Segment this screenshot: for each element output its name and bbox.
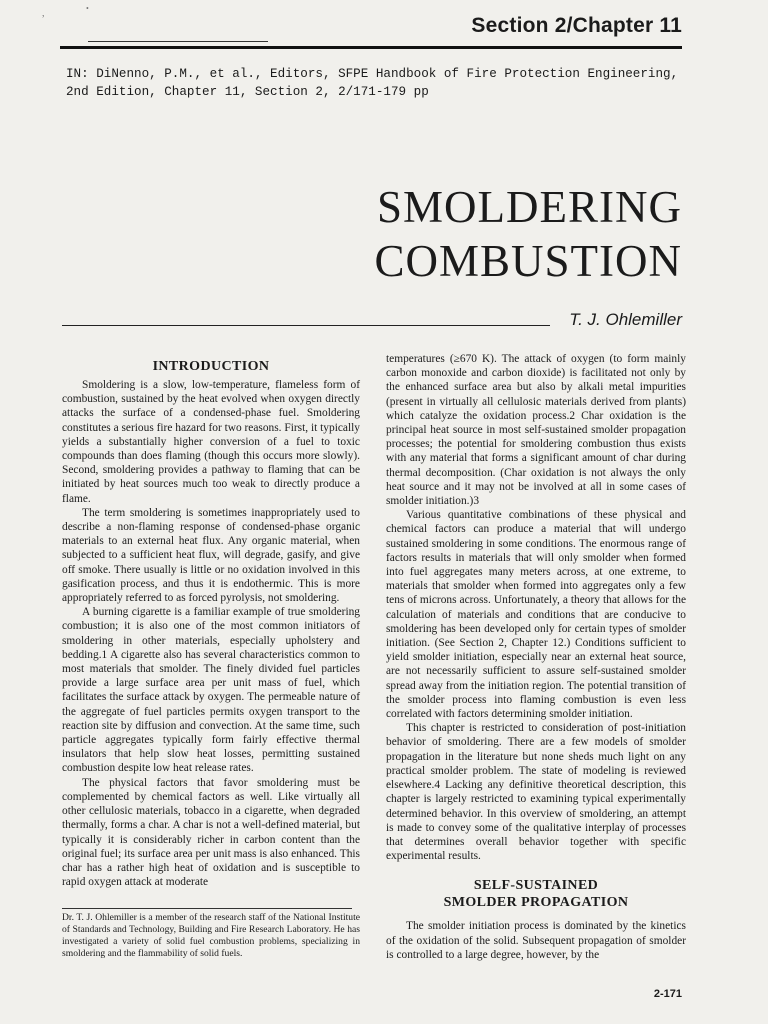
citation-text: IN: DiNenno, P.M., et al., Editors, SFPE Handbook of Fire Protection Engineering, 2nd Edition, Chapter 11, Section 2, 2/171-179 pp: [66, 67, 679, 99]
paragraph: This chapter is restricted to consideration of post-initiation behavior of smoldering. There are a few models of smolder propagation in the literature but none sheds much light on any practical smolder problem. The state of modeling is reviewed elsewhere.4 Lacking any definitive theoretical description, this chapter is largely restricted to examining typical experimentally determined behavior. In this overview of smoldering, an attempt is made to convey some of the qualitative interplay of processes that determines overall behavior together with specific experimental results.: [386, 722, 686, 863]
author-name: T. J. Ohlemiller: [569, 310, 682, 329]
paragraph: The physical factors that favor smoldering must be complemented by chemical factors as well. Like virtually all other cellulosic materials, tobacco in a cigarette, when degraded thermally, forms a char. A char is not a well-defined material, but typically it is considerably richer in carbon content than the original fuel; its surface area per unit mass is also enhanced. This char has a rather high heat of oxidation and is susceptible to rapid oxygen attack at moderate: [62, 776, 360, 889]
section-header: Section 2/Chapter 11: [471, 14, 682, 37]
title-line-2: COMBUSTION: [374, 236, 682, 286]
heading-line-1: SELF-SUSTAINED: [473, 878, 599, 894]
footnote-rule: [62, 908, 352, 909]
paragraph: The smolder initiation process is dominated by the kinetics of the oxidation of the solid. Subsequent propagation of smolder is controlled to a large degree, however, by the: [386, 920, 686, 961]
right-column: [386, 352, 686, 962]
paragraph: Smoldering is a slow, low-temperature, flameless form of combustion, sustained by the heat evolved when oxygen directly attacks the surface of a condensed-phase fuel. Smoldering constitutes a serious fire hazard for two reasons. First, it typically yields a substantially higher conversion of a fuel to toxic compounds than does flaming (though this occurs more slowly). Second, smoldering provides a pathway to flaming that can be initiated by heat sources much too weak to directly produce a flame.: [62, 379, 360, 505]
article-title: [374, 180, 682, 288]
title-line-1: SMOLDERING: [376, 182, 682, 232]
author-footnote: Dr. T. J. Ohlemiller is a member of the research staff of the National Institute of Standards and Technology, Building and Fire Research Laboratory. He has investigated a variety of solid fuel combustion problems, specializing in smoldering and the flammability of solid fuels.: [62, 912, 360, 959]
page-number: 2-171: [653, 988, 682, 1000]
paragraph: temperatures (≥670 K). The attack of oxygen (to form mainly carbon monoxide and carbon dioxide) is facilitated not only by the enhanced surface area but also by alkali metal impurities (present in virtually all cellulosic materials derived from plants) which catalyze the oxidation process.2 Char oxidation is the principal heat source in most self-sustained smolder propagation processes; the potential for smoldering combustion thus exists with any material that forms a significant amount of char during thermal decomposition. (Char oxidation is not always the only heat source and it may not be involved at all in some cases of smolder initiation.)3: [386, 353, 686, 508]
paragraph: The term smoldering is sometimes inappropriately used to describe a non-flaming response of condensed-phase organic materials to an external heat flux. Any organic material, when subjected to a sufficient heat flux, will degrade, gasify, and give off smoke. There usually is little or no oxidation involved in this gasification process, and thus it is endothermic. This is more appropriately referred to as forced pyrolysis, not smoldering.: [62, 506, 360, 605]
self-sustained-heading: [386, 877, 686, 911]
paragraph: Various quantitative combinations of these physical and chemical factors can produce a material that will undergo sustained smoldering in some conditions. The enormous range of factors results in materials that will only smolder when formed into fuel aggregates many meters across, at one extreme, to materials that smolder when formed into aggregates only a few tens of microns across. Unfortunately, a theory that allows for the calculation of materials and conditions that are conducive to smoldering has been developed only for certain types of smolder initiation. (See Section 2, Chapter 12.) Conditions sufficient to yield smolder initiation, especially near an external heat source, are not necessarily sufficient to assure self-sustained smolder spread away from the initiation region. The potential transition of the smolder process into flaming combustion is even less correlated with factors determining smolder initiation.: [386, 509, 686, 721]
heading-line-2: SMOLDER PROPAGATION: [443, 895, 629, 911]
introduction-heading: INTRODUCTION: [152, 359, 270, 374]
scan-mark: ,: [42, 8, 45, 19]
header-rule-thin: [88, 41, 268, 42]
header-rule-thick: [60, 46, 682, 49]
paragraph: A burning cigarette is a familiar example of true smoldering combustion; it is also one of the most common initiators of smoldering in other materials, especially upholstery and bedding.1 A cigarette also has several characteristics common to most materials that smolder. The finely divided fuel particles provide a large surface area per unit mass of fuel, which facilitates the surface attack by oxygen. The permeable nature of the aggregate of fuel particles permits oxygen transport to the reaction site by diffusion and convection. At the same time, such particle aggregates typically form fairly effective thermal insulators that help slow heat losses, permitting sustained combustion despite low heat release rates.: [62, 606, 360, 775]
left-column: [62, 378, 360, 889]
author-rule: [62, 325, 550, 326]
scan-mark: •: [86, 4, 89, 13]
